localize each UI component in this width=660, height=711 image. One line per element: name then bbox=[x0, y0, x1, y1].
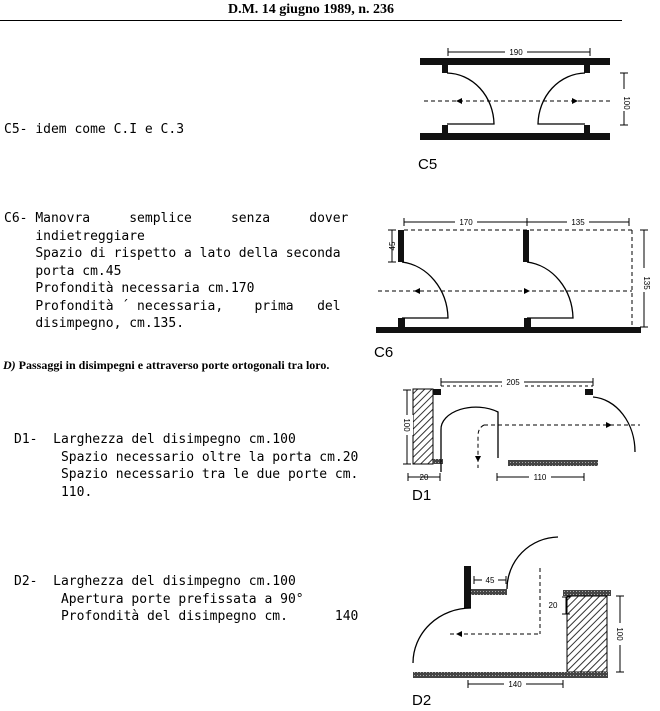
c5-jamb-left bbox=[442, 65, 448, 73]
d1-dim-width: 100 bbox=[402, 418, 411, 432]
d1-dim-length: 205 bbox=[506, 378, 520, 387]
d1-dim-between: 110 bbox=[533, 473, 547, 482]
d1-door-swing-1 bbox=[441, 407, 498, 472]
c6-door-swing-2 bbox=[527, 262, 573, 318]
c6-dim-side: 45 bbox=[388, 241, 397, 251]
c6-door-swing-1 bbox=[402, 262, 448, 318]
item-c6-line-7: disimpegno, cm.135. bbox=[35, 316, 185, 331]
c5-door-swing-2 bbox=[538, 73, 585, 124]
c5-wall-top bbox=[420, 58, 610, 65]
c6-dim-width: 135 bbox=[642, 276, 651, 290]
section-d-letter: D) bbox=[3, 358, 16, 372]
item-d2-line-3: Profondità del disimpegno cm. 140 bbox=[60, 609, 359, 624]
d2-dim-width: 100 bbox=[615, 627, 624, 641]
item-d1-line-1: Larghezza del disimpegno cm.100 bbox=[53, 432, 296, 447]
d2-hatched-wall bbox=[567, 596, 607, 672]
c5-wall-bottom bbox=[420, 133, 610, 140]
d2-caption: D2 bbox=[412, 692, 432, 709]
c6-dim-depth-2: 135 bbox=[571, 218, 585, 227]
d1-hatched-wall bbox=[413, 389, 433, 464]
item-c6-line-5: Profondità necessaria cm.170 bbox=[35, 281, 255, 296]
item-d2-line-1: Larghezza del disimpegno cm.100 bbox=[53, 574, 296, 589]
c6-dim-depth-1: 170 bbox=[459, 218, 473, 227]
c6-wall-bottom bbox=[376, 327, 641, 333]
item-c6-line-6: Profondità ´ necessaria, prima del bbox=[35, 298, 341, 314]
section-d-text: Passaggi in disimpegni e attraverso porte ortogonali tra loro. bbox=[15, 358, 330, 372]
d1-wall-bottom bbox=[508, 460, 598, 466]
d2-door-swing-1 bbox=[507, 537, 558, 589]
d2-dim-side: 45 bbox=[485, 576, 495, 585]
c6-door2-jamb bbox=[523, 230, 529, 262]
item-c6-line-4: porta cm.45 bbox=[35, 263, 122, 279]
item-c6-line-2: indietreggiare bbox=[35, 228, 145, 244]
diagram-d2 bbox=[412, 537, 626, 709]
c6-caption: C6 bbox=[374, 344, 394, 361]
c5-dim-depth: 100 bbox=[622, 96, 631, 110]
item-d2-code: D2- bbox=[14, 574, 38, 589]
item-d1-line-4: 110. bbox=[60, 484, 93, 500]
d1-dim-beyond: 20 bbox=[419, 473, 429, 482]
item-d1-code: D1- bbox=[14, 432, 38, 447]
d2-dim-depth: 140 bbox=[508, 680, 522, 689]
diagram-d1 bbox=[401, 377, 640, 504]
diagram-c5 bbox=[418, 47, 631, 173]
item-d2-line-2: Apertura porte prefissata a 90° bbox=[60, 591, 304, 607]
c5-caption: C5 bbox=[418, 156, 438, 173]
item-d1-line-3: Spazio necessario tra le due porte cm. bbox=[60, 467, 359, 482]
header-title: D.M. 14 giugno 1989, n. 236 bbox=[227, 2, 395, 17]
item-c5-code: C5- bbox=[4, 122, 28, 137]
c5-door-swing-1 bbox=[447, 73, 494, 124]
item-c5-line-1: idem come C.I e C.3 bbox=[35, 122, 185, 137]
d2-wall-bottom bbox=[413, 672, 608, 678]
item-c6-code: C6- bbox=[4, 211, 28, 226]
d2-door-jamb bbox=[464, 566, 471, 608]
item-c6-line-3: Spazio di rispetto a lato della seconda bbox=[35, 246, 341, 261]
d2-door-swing-2 bbox=[413, 608, 471, 663]
item-c6-line-1: Manovra semplice senza dover bbox=[35, 211, 349, 226]
c5-dim-width: 190 bbox=[509, 48, 523, 57]
item-d1-line-2: Spazio necessario oltre la porta cm.20 bbox=[60, 449, 359, 465]
diagram-c6 bbox=[374, 217, 651, 361]
d2-dim-beyond: 20 bbox=[548, 601, 558, 610]
c5-jamb-right bbox=[584, 65, 590, 73]
c6-door1-jamb bbox=[398, 230, 404, 262]
d1-caption: D1 bbox=[412, 487, 432, 504]
